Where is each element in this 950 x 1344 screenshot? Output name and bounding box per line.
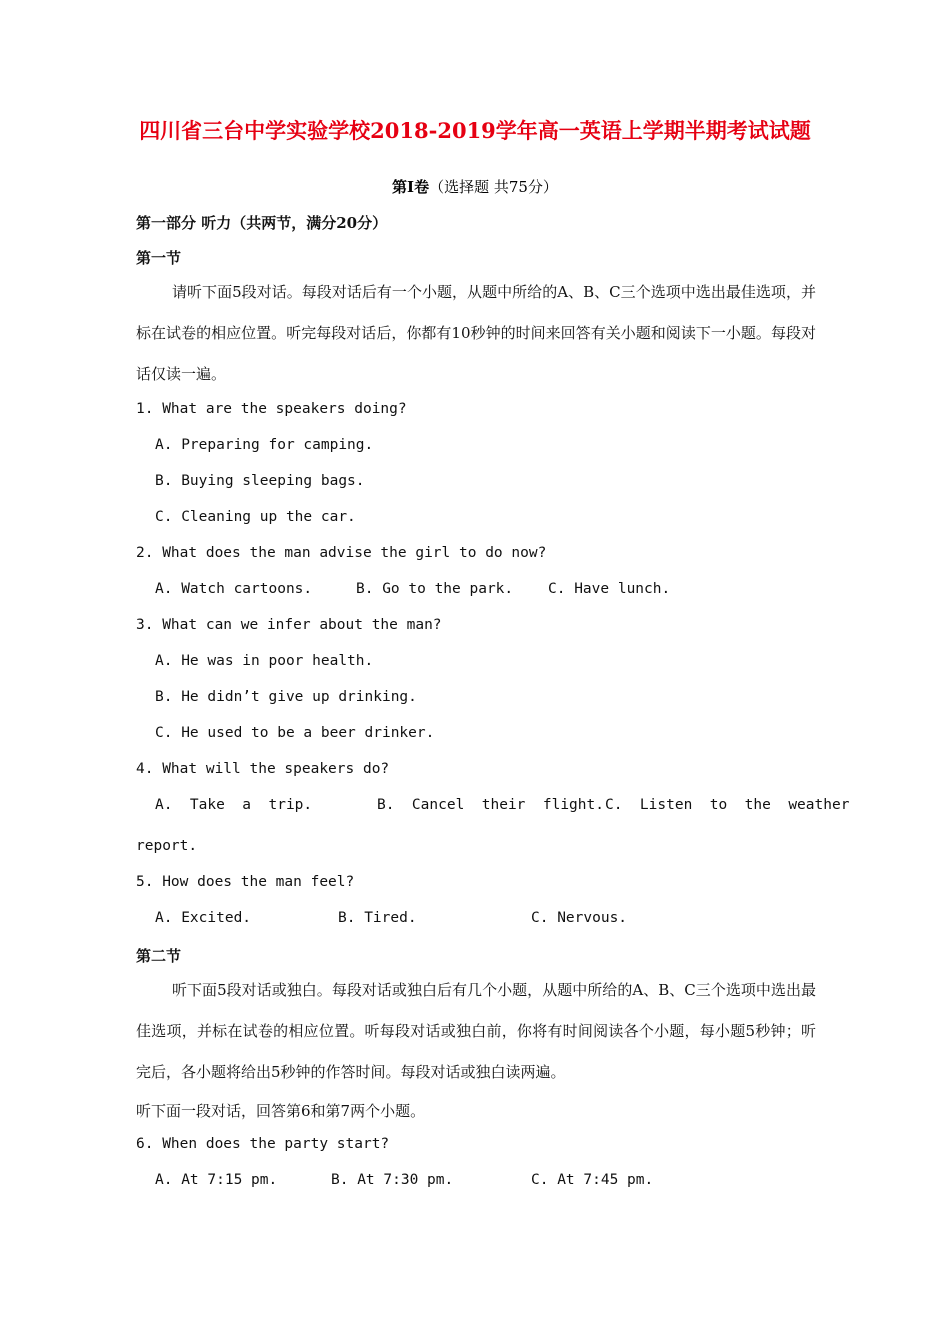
question-6-option-a: A. At 7:15 pm. — [155, 1172, 278, 1188]
question-6-option-c: C. At 7:45 pm. — [531, 1172, 654, 1188]
question-6-stem: 6. When does the party start? — [136, 1136, 390, 1152]
question-3-stem: 3. What can we infer about the man? — [136, 617, 442, 633]
question-3-option-b: B. He didn’t give up drinking. — [155, 689, 417, 705]
volume-subtitle — [0, 176, 950, 197]
question-1-stem: 1. What are the speakers doing? — [136, 401, 407, 417]
question-4-option-b: B. Cancel their flight. — [377, 797, 604, 813]
question-1-option-c: C. Cleaning up the car. — [155, 509, 356, 525]
question-1-option-b: B. Buying sleeping bags. — [155, 473, 365, 489]
question-2-option-b: B. Go to the park. — [356, 581, 514, 597]
volume-note: （选择题 共75分） — [429, 178, 558, 196]
question-1-option-a: A. Preparing for camping. — [155, 437, 374, 453]
volume-label: 第Ⅰ卷 — [392, 178, 430, 196]
question-5-option-a: A. Excited. — [155, 910, 252, 926]
question-5-option-c: C. Nervous. — [531, 910, 628, 926]
section2-instructions: 听下面5段对话或独白。每段对话或独白后有几个小题，从题中所给的A、B、C三个选项中选出最佳选项，并标在试卷的相应位置。听每段对话或独白前，你将有时间阅读各个小题，每小题5秒钟；听完后，各小题将给出5秒钟的作答时间。每段对话或独白读两遍。 — [136, 981, 816, 1081]
section1-instructions: 请听下面5段对话。每段对话后有一个小题，从题中所给的A、B、C三个选项中选出最佳选项，并标在试卷的相应位置。听完每段对话后，你都有10秒钟的时间来回答有关小题和阅读下一小题。每段对话仅读一遍。 — [136, 283, 816, 383]
question-2-stem: 2. What does the man advise the girl to do now? — [136, 545, 547, 561]
question-4-option-c: C. Listen to the weather — [605, 797, 850, 813]
dialogue-note: 听下面一段对话，回答第6和第7两个小题。 — [136, 1102, 426, 1120]
section1-heading: 第一节 — [136, 249, 182, 267]
question-3-option-a: A. He was in poor health. — [155, 653, 374, 669]
part1-heading: 第一部分 听力（共两节，满分20分） — [136, 214, 388, 232]
section2-heading: 第二节 — [136, 947, 182, 965]
question-4-option-a: A. Take a trip. — [155, 797, 313, 813]
document-title: 四川省三台中学实验学校2018-2019学年高一英语上学期半期考试试题 — [139, 118, 811, 143]
question-4-stem: 4. What will the speakers do? — [136, 761, 390, 777]
question-2-option-a: A. Watch cartoons. — [155, 581, 313, 597]
question-6-option-b: B. At 7:30 pm. — [331, 1172, 454, 1188]
question-2-option-c: C. Have lunch. — [548, 581, 671, 597]
question-3-option-c: C. He used to be a beer drinker. — [155, 725, 435, 741]
question-5-stem: 5. How does the man feel? — [136, 874, 355, 890]
question-4-option-c-continued: report. — [136, 838, 198, 854]
question-5-option-b: B. Tired. — [338, 910, 417, 926]
